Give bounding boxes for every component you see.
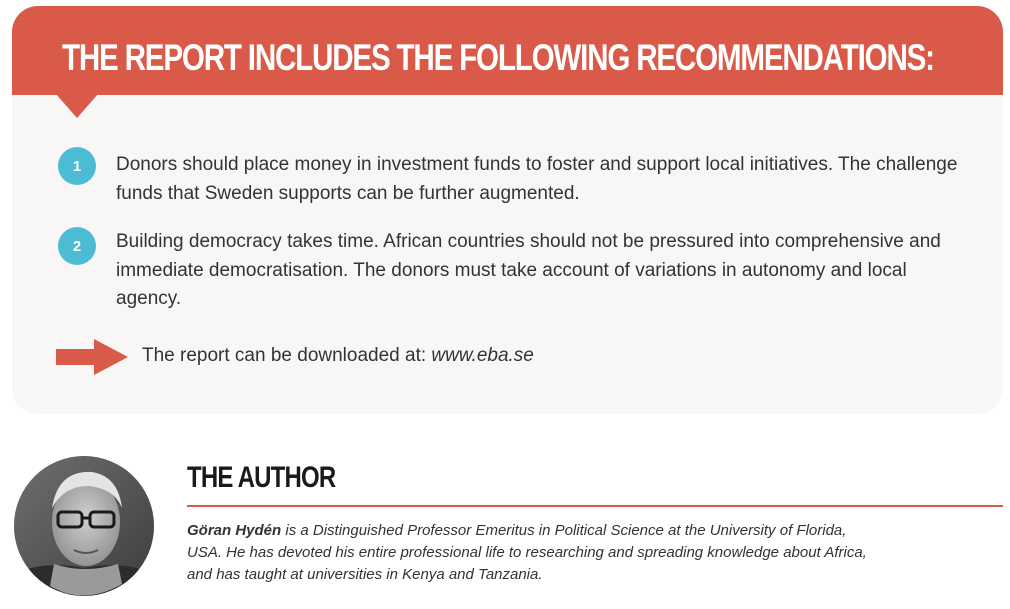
download-text [142, 345, 534, 367]
author-heading: THE AUTHOR [187, 461, 336, 494]
header-pointer [56, 94, 98, 118]
arrow-right-icon [56, 339, 128, 375]
download-label: The report can be downloaded at: [142, 345, 432, 366]
number-badge: 2 [58, 227, 96, 265]
recommendations-box [12, 6, 1003, 414]
author-divider [187, 505, 1003, 507]
author-portrait [14, 456, 154, 596]
download-row [56, 336, 756, 376]
recommendations-header [12, 6, 1003, 95]
author-bio [187, 520, 877, 586]
recommendation-text: Building democracy takes time. African countries should not be pressured into comprehensive and immediate democratisation. The donors must take account of variations in autonomy and local agency. [116, 231, 941, 309]
author-photo-image [14, 456, 154, 596]
recommendation-text: Donors should place money in investment funds to foster and support local initiatives. The challenge funds that Sweden supports can be further augmented. [116, 154, 958, 204]
recommendations-title: THE REPORT INCLUDES THE FOLLOWING RECOMMENDATIONS: [62, 37, 934, 78]
number-badge: 1 [58, 147, 96, 185]
download-link[interactable]: www.eba.se [431, 345, 534, 366]
author-bio-text: is a Distinguished Professor Emeritus in Political Science at the University of Florida, USA. He has devoted his entire professional life to researching and spreading knowledge about Africa, and has taught at universities in Kenya and Tanzania. [187, 522, 867, 583]
author-name: Göran Hydén [187, 522, 282, 539]
